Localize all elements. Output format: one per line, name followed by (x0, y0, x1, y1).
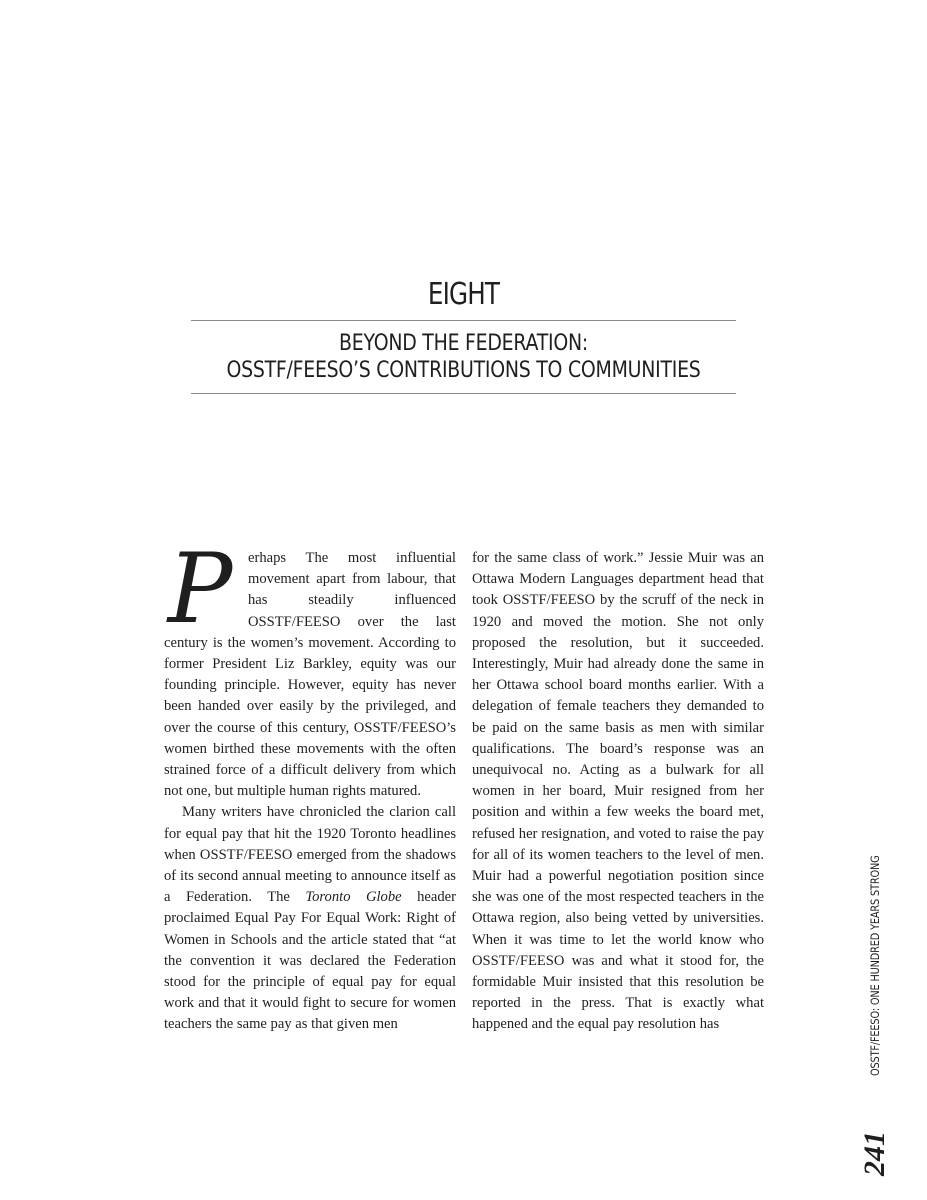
title-rule-bottom (191, 393, 736, 394)
body-paragraph-3: for the same class of work.” Jessie Muir was an Ottawa Modern Languages department head that took OSSTF/FEESO by the scruff of the neck in 1920 and moved the motion. She not only proposed the resolution, but it succeeded. Interestingly, Muir had already done the same in her Ottawa school board months earlier. With a delegation of female teachers they demanded to be paid on the same basis as men with similar qualifications. The board’s response was an unequivocal no. Acting as a bulwark for all women in her board, Muir resigned from her position and within a few weeks the board met, refused her resignation, and voted to raise the pay for all of its women teachers to the level of men. Muir had a powerful negotiation position since she was one of the most respected teachers in the Ottawa region, also being vetted by universities. When it was time to let the world know who OSSTF/FEESO was and what it stood for, the formidable Muir insisted that this resolution be reported in the press. That is exactly what happened and the equal pay resolution has (472, 550, 764, 1033)
body-paragraph-1-text: erhaps The most influential movement apart from labour, that has steadily influenced OSSTF/FEESO over the last century is the women’s movement. According to former President Liz Barkley, equity was our founding principle. However, equity has never been handed over easily by the privileged, and over the course of this century, OSSTF/FEESO’s women birthed these movements with the often strained force of a difficult delivery from which not one, but multiple human rights matured. (164, 550, 456, 800)
page-number: 241 (858, 1131, 891, 1176)
chapter-number: EIGHT (427, 277, 500, 312)
body-paragraph-1 (164, 533, 456, 802)
body-column-right (472, 548, 764, 1036)
chapter-title (65, 330, 862, 384)
running-head-text: OSSTF/FEESO: ONE HUNDRED YEARS STRONG (868, 855, 882, 1076)
body-column-left (164, 533, 456, 1036)
drop-cap: P (167, 533, 233, 645)
title-rule-top (191, 320, 736, 321)
chapter-title-line-1: BEYOND THE FEDERATION: (339, 331, 588, 356)
body-paragraph-2-text-b: header proclaimed Equal Pay For Equal Work: Right of Women in Schools and the article stated that “at the convention it was declared the Federation stood for the principle of equal pay for equal work and that it would fight to secure for women teachers the same pay as that given men (164, 889, 456, 1033)
body-paragraph-2-text-a: Many writers have chronicled the clarion call for equal pay that hit the 1920 Toronto headlines when OSSTF/FEESO emerged from the shadows of its second annual meeting to announce itself as a Federation. The (164, 804, 456, 906)
body-paragraph-2 (164, 802, 456, 1035)
running-head (868, 836, 882, 1076)
chapter-title-line-2: OSSTF/FEESO’S CONTRIBUTIONS TO COMMUNITIES (226, 358, 701, 383)
newspaper-title: Toronto Globe (305, 889, 402, 906)
